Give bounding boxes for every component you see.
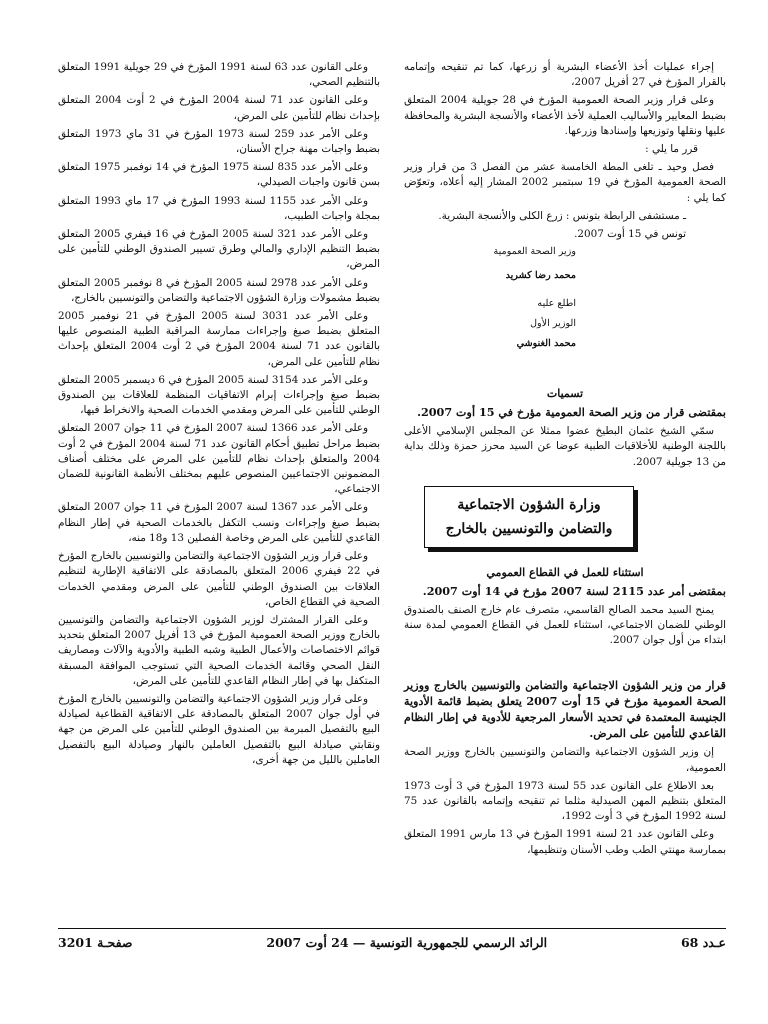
signature-block-prime-minister (404, 297, 576, 351)
paragraph: يمنح السيد محمد الصالح القاسمي، متصرف عام خارج الصنف بالصندوق الوطني للضمان الاجتماعي، استثناء للعمل في القطاع العمومي لمدة سنة ابتداء من أول جوان 2007. (404, 603, 726, 647)
paragraph: وعلى قرار وزير الصحة العمومية المؤرخ في 28 جويلية 2004 المتعلق بضبط المعايير والأساليب العملية لأخذ الأعضاء والأنسجة البشرية والمحافظة عليها ونقلها وتوزيعها وإسنادها وزرعها. (404, 94, 726, 137)
legal-reference: وعلى قرار وزير الشؤون الاجتماعية والتضامن والتونسيين بالخارج المؤرخ في أول جوان 2007 المتعلق بالمصادقة على الاتفاقية القطاعية لصيادلة البيع بالتفصيل المبرمة بين الصندوق الوطني للتأمين على المرض من جهة ونقابتي صيادلة البيع بالتفصيل العاملين بالنهار وصيادلة البيع بالتفصيل العاملين بالليل من جهة أخرى، (58, 692, 380, 766)
signature-title: وزير الصحة العمومية (493, 246, 576, 258)
ministry-heading-box (424, 486, 634, 548)
paragraph: إجراء عمليات أخذ الأعضاء البشرية أو زرعها، كما تم تنقيحه وإتمامه بالقرار المؤرخ في 27 أفريل 2007، (404, 61, 726, 89)
legal-reference: وعلى القانون عدد 71 لسنة 2004 المؤرخ في 2 أوت 2004 المتعلق بإحداث نظام للتأمين على المرض، (58, 94, 380, 122)
legal-reference: وعلى الأمر عدد 259 لسنة 1973 المؤرخ في 31 ماي 1973 المتعلق بضبط واجبات مهنة جراح الأسنان، (58, 127, 380, 156)
paragraph: سمّي الشيخ عثمان البطيخ عضوا ممثلا عن المجلس الإسلامي الأعلى باللجنة الوطنية للأخلاقيات الطبية عوضا عن السيد محرز حمزة وذلك بداية من 13 جويلية 2007. (404, 425, 726, 468)
article-paragraph: فصل وحيد ـ تلغى المطة الخامسة عشر من الفصل 3 من قرار وزير الصحة العمومية المؤرخ في 19 سبتمبر 2002 المشار إليه أعلاه، وتعوّض كما يلي : (404, 161, 727, 204)
legal-reference: وعلى الأمر عدد 1367 لسنة 2007 المؤرخ في 11 جوان 2007 المتعلق بضبط صيغ وإجراءات ونسب التكفل بالخدمات الصحية في إطار النظام القاعدي للتأمين على المرض وخاصة الفصلين 13 و18 منه، (58, 501, 380, 544)
legal-reference: وعلى الأمر عدد 835 لسنة 1975 المؤرخ في 14 نوفمبر 1975 المتعلق بسن قانون واجبات الصيدلي، (58, 161, 380, 189)
section-title-appointments: تسميات (546, 387, 584, 401)
paragraph: ـ مستشفى الرابطة بتونس : زرع الكلى والأنسجة البشرية. (438, 209, 686, 222)
decree-heading: قرار من وزير الشؤون الاجتماعية والتضامن والتونسيين بالخارج ووزير الصحة العمومية مؤرخ في 15 أوت 2007 يتعلق بضبط قائمة الأدوية الجنيسة المعتمدة في تحديد الأسعار المرجعية للأدوية في إطار النظام القاعدي للتأمين على المرض. (404, 678, 726, 741)
legal-reference: وعلى الأمر عدد 3154 لسنة 2005 المؤرخ في 6 ديسمبر 2005 المتعلق بضبط صيغ وإجراءات إبرام الاتفاقيات المنظمة للعلاقات بين الصندوق الوطني للتأمين على المرض ومقدمي الخدمات الصحية والانخراط فيها، (58, 373, 380, 417)
paragraph: إن وزير الشؤون الاجتماعية والتضامن والتونسيين بالخارج ووزير الصحة العمومية، (404, 746, 726, 774)
right-column (404, 60, 726, 861)
legal-reference: وعلى الأمر عدد 3031 لسنة 2005 المؤرخ في 21 نوفمبر 2005 المتعلق بضبط صيغ وإجراءات ممارسة المراقبة الطبية المنصوص عليها بالقانون عدد 71 لسنة 2004 المؤرخ في 2 أوت 2004 المتعلق بإحداث نظام للتأمين على المرض، (58, 310, 380, 368)
legal-reference: وعلى قرار وزير الشؤون الاجتماعية والتضامن والتونسيين بالخارج المؤرخ في 22 فيفري 2006 المتعلق بالمصادقة على الاتفاقية الإطارية لتنظيم العلاقات بين الصندوق الوطني للتأمين على المرض ومقدمي الخدمات الصحية في القطاع الخاص، (58, 550, 380, 608)
legal-reference: وعلى الأمر عدد 321 لسنة 2005 المؤرخ في 16 فيفري 2005 المتعلق بضبط التنظيم الإداري والمالي وطرق تسيير الصندوق الوطني للتأمين على المرض، (58, 228, 380, 271)
journal-page (58, 60, 726, 940)
signature-block-minister (404, 245, 576, 283)
signature-name: محمد رضا كشريد (505, 270, 576, 282)
journal-title: الرائد الرسمي للجمهورية التونسية — 24 أوت 2007 (266, 935, 548, 950)
paragraph: وعلى القانون عدد 21 لسنة 1991 المؤرخ في 13 مارس 1991 المتعلق بممارسة مهنتي الطب وطب الأسنان وتنظيمها، (404, 828, 726, 856)
page-number: صفحـة 3201 (58, 935, 133, 950)
decree-heading: بمقتضى أمر عدد 2115 لسنة 2007 مؤرخ في 14 أوت 2007. (422, 583, 726, 598)
legal-reference: وعلى الأمر عدد 1366 لسنة 2007 المؤرخ في 11 جوان 2007 المتعلق بضبط مراحل تطبيق أحكام القانون عدد 71 لسنة 2004 المؤرخ في 2 أوت 2004 والمتعلق بإحداث نظام للتأمين على المرض على مختلف أصناف المضمونين الاجتماعيين المنصوص عليهم بمختلف الأنظمة القانونية للضمان الاجتماعي، (58, 422, 380, 496)
date-line: تونس في 15 أوت 2007. (574, 228, 686, 241)
signature-title: الوزير الأول (530, 318, 576, 330)
legal-reference: وعلى الأمر عدد 1155 لسنة 1993 المؤرخ في 17 ماي 1993 المتعلق بمجلة واجبات الطبيب، (58, 194, 380, 222)
section-title-exemption: استثناء للعمل في القطاع العمومي (486, 565, 644, 579)
decree-heading: بمقتضى قرار من وزير الصحة العمومية مؤرخ في 15 أوت 2007. (417, 405, 726, 420)
page-footer (58, 928, 726, 950)
ministry-name-line2: والتضامن والتونسيين بالخارج (445, 520, 613, 537)
legal-reference: وعلى القرار المشترك لوزير الشؤون الاجتماعية والتضامن والتونسيين بالخارج ووزير الصحة العمومية المؤرخ في 13 أفريل 2007 المتعلق بتحديد قوائم الاختصاصات والأعمال الطبية وشبه الطبية والأدوية والآلات ومصاريف النقل الصحي وقائمة الخدمات الصحية التي تستوجب الموافقة المسبقة المتكفل بها في إطار النظام القاعدي للتأمين على المرض، (58, 613, 380, 687)
legal-reference: وعلى الأمر عدد 2978 لسنة 2005 المؤرخ في 8 نوفمبر 2005 المتعلق بضبط مشمولات وزارة الشؤون الاجتماعية والتضامن والتونسيين بالخارج، (58, 276, 380, 304)
issue-number: عـدد 68 (680, 935, 726, 950)
paragraph: قرر ما يلي : (645, 143, 698, 156)
seen-label: اطلع عليه (537, 298, 576, 310)
legal-reference: وعلى القانون عدد 63 لسنة 1991 المؤرخ في 29 جويلية 1991 المتعلق بالتنظيم الصحي، (58, 61, 380, 89)
paragraph: بعد الاطلاع على القانون عدد 55 لسنة 1973 المؤرخ في 3 أوت 1973 المتعلق بتنظيم المهن الصيدلية مثلما تم تنقيحه وإتمامه بالقانون عدد 75 لسنة 1992 المؤرخ في 3 أوت 1992، (404, 779, 726, 823)
left-column (58, 60, 380, 771)
signature-name: محمد الغنوشي (516, 338, 576, 350)
ministry-name-line1: وزارة الشؤون الاجتماعية (457, 496, 601, 513)
